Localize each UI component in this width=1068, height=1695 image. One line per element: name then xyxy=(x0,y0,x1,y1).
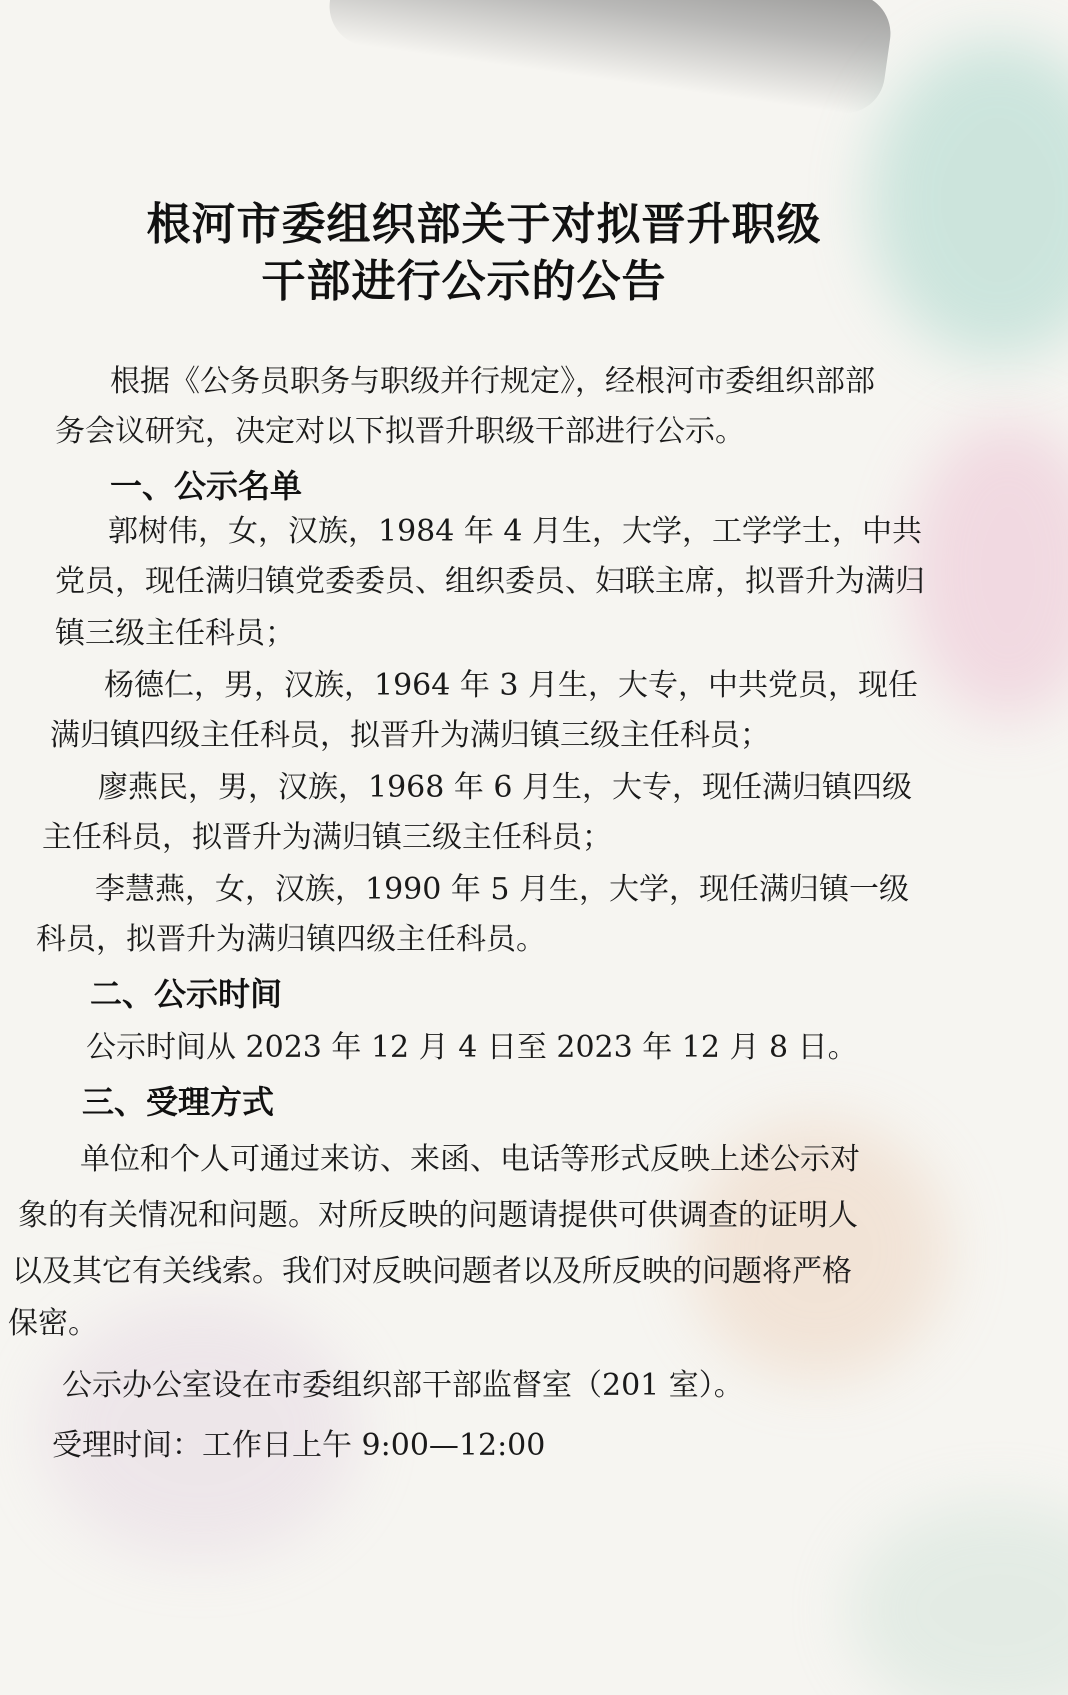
candidate-1-line-3: 镇三级主任科员； xyxy=(55,616,295,651)
candidate-1-line-2: 党员，现任满归镇党委委员、组织委员、妇联主席，拟晋升为满归 xyxy=(55,564,925,599)
section-3-heading: 三、受理方式 xyxy=(82,1083,275,1121)
notice-title-line-1: 根河市委组织部关于对拟晋升职级 xyxy=(146,199,822,250)
color-smudge xyxy=(848,1500,1068,1695)
candidate-4-line-2: 科员，拟晋升为满归镇四级主任科员。 xyxy=(36,922,546,957)
candidate-2-line-2: 满归镇四级主任科员，拟晋升为满归镇三级主任科员； xyxy=(50,718,770,753)
section-1-heading: 一、公示名单 xyxy=(110,467,303,505)
candidate-1-line-1: 郭树伟，女，汉族，1984 年 4 月生，大学，工学学士，中共 xyxy=(108,514,923,549)
office-location: 公示办公室设在市委组织部干部监督室（201 室）。 xyxy=(62,1368,744,1403)
acceptance-line-2: 象的有关情况和问题。对所反映的问题请提供可供调查的证明人 xyxy=(18,1198,858,1233)
color-smudge xyxy=(908,420,1068,720)
intro-line-2: 务会议研究，决定对以下拟晋升职级干部进行公示。 xyxy=(55,414,745,449)
notice-title-line-2: 干部进行公示的公告 xyxy=(261,256,667,307)
intro-line-1: 根据《公务员职务与职级并行规定》，经根河市委组织部部 xyxy=(110,364,875,399)
acceptance-line-1: 单位和个人可通过来访、来函、电话等形式反映上述公示对 xyxy=(80,1142,860,1177)
acceptance-hours: 受理时间：工作日上午 9:00—12:00 xyxy=(52,1428,546,1463)
candidate-4-line-1: 李慧燕，女，汉族，1990 年 5 月生，大学，现任满归镇一级 xyxy=(95,872,910,907)
candidate-3-line-1: 廖燕民，男，汉族，1968 年 6 月生，大专，现任满归镇四级 xyxy=(98,770,913,805)
section-2-heading: 二、公示时间 xyxy=(90,975,283,1013)
acceptance-line-4: 保密。 xyxy=(8,1306,98,1341)
acceptance-line-3: 以及其它有关线索。我们对反映问题者以及所反映的问题将严格 xyxy=(12,1254,852,1289)
paper-fold-shadow xyxy=(324,0,895,118)
publicity-period: 公示时间从 2023 年 12 月 4 日至 2023 年 12 月 8 日。 xyxy=(86,1030,858,1065)
candidate-2-line-1: 杨德仁，男，汉族，1964 年 3 月生，大专，中共党员，现任 xyxy=(104,668,919,703)
candidate-3-line-2: 主任科员，拟晋升为满归镇三级主任科员； xyxy=(42,820,612,855)
